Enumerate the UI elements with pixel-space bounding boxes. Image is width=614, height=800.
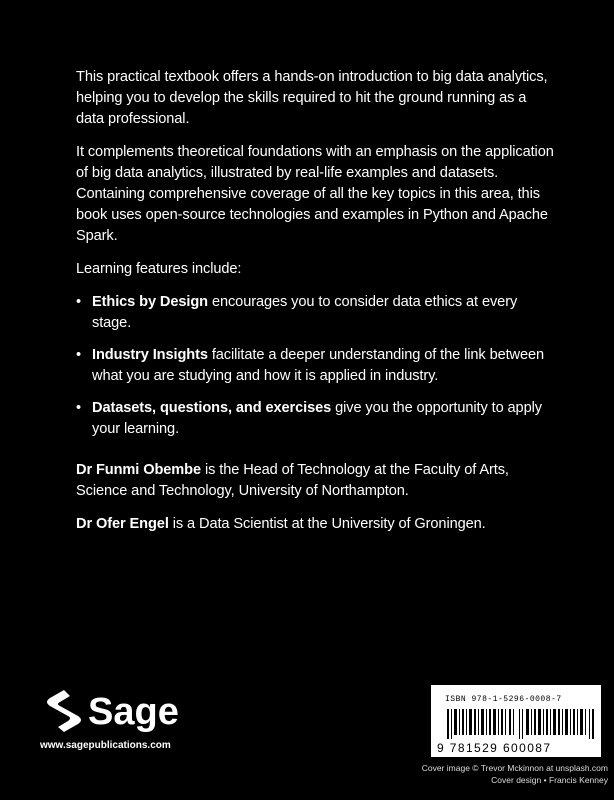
author-text: is the Head of Technology at the Faculty of Arts, Science and Technology, University of Northampton. bbox=[76, 462, 509, 499]
cover-image-credit: Cover image © Trevor Mckinnon at unsplash.com bbox=[421, 763, 608, 773]
bullet-icon: • bbox=[76, 294, 82, 310]
intro-paragraph: This practical textbook offers a hands-on introduction to big data analytics, helping you to develop the skills required to hit the ground running as a data professional. bbox=[76, 69, 548, 127]
features-list bbox=[76, 292, 554, 440]
feature-text: encourages you to consider data ethics at every stage. bbox=[92, 294, 518, 331]
barcode bbox=[431, 685, 601, 757]
publisher-url[interactable]: www.sagepublications.com bbox=[40, 740, 171, 751]
publisher-name: Sage bbox=[88, 691, 179, 733]
isbn-label: ISBN 978-1-5296-0008-7 bbox=[445, 695, 562, 704]
author-name: Dr Ofer Engel bbox=[76, 516, 169, 532]
author-name: Dr Funmi Obembe bbox=[76, 462, 201, 478]
list-item bbox=[76, 345, 554, 387]
feature-title: Industry Insights bbox=[92, 347, 208, 363]
cover-design-credit: Cover design • Francis Kenney bbox=[491, 775, 608, 785]
feature-title: Datasets, questions, and exercises bbox=[92, 400, 332, 416]
description-paragraph: It complements theoretical foundations with an emphasis on the application of big data analytics, illustrated by real-life examples and datasets. Containing comprehensive coverage of all the key topics in this area, this book uses open-source technologies and examples in Python and Apache Spark. bbox=[76, 144, 554, 244]
list-item bbox=[76, 398, 554, 440]
feature-text: facilitate a deeper understanding of the link between what you are studying and how it is applied in industry. bbox=[92, 347, 545, 384]
feature-text: give you the opportunity to apply your learning. bbox=[92, 400, 542, 437]
author-bio-2 bbox=[76, 514, 554, 535]
feature-title: Ethics by Design bbox=[92, 294, 208, 310]
barcode-bars bbox=[447, 709, 597, 739]
list-item bbox=[76, 292, 554, 334]
back-cover-blurb bbox=[76, 67, 554, 547]
features-intro: Learning features include: bbox=[76, 261, 242, 277]
bullet-icon: • bbox=[76, 347, 82, 363]
author-bio-1 bbox=[76, 460, 554, 502]
author-text: is a Data Scientist at the University of Groningen. bbox=[168, 516, 486, 532]
isbn-digits: 9 781529 600087 bbox=[437, 741, 552, 755]
bullet-icon: • bbox=[76, 400, 82, 416]
cover-credits bbox=[422, 762, 608, 786]
